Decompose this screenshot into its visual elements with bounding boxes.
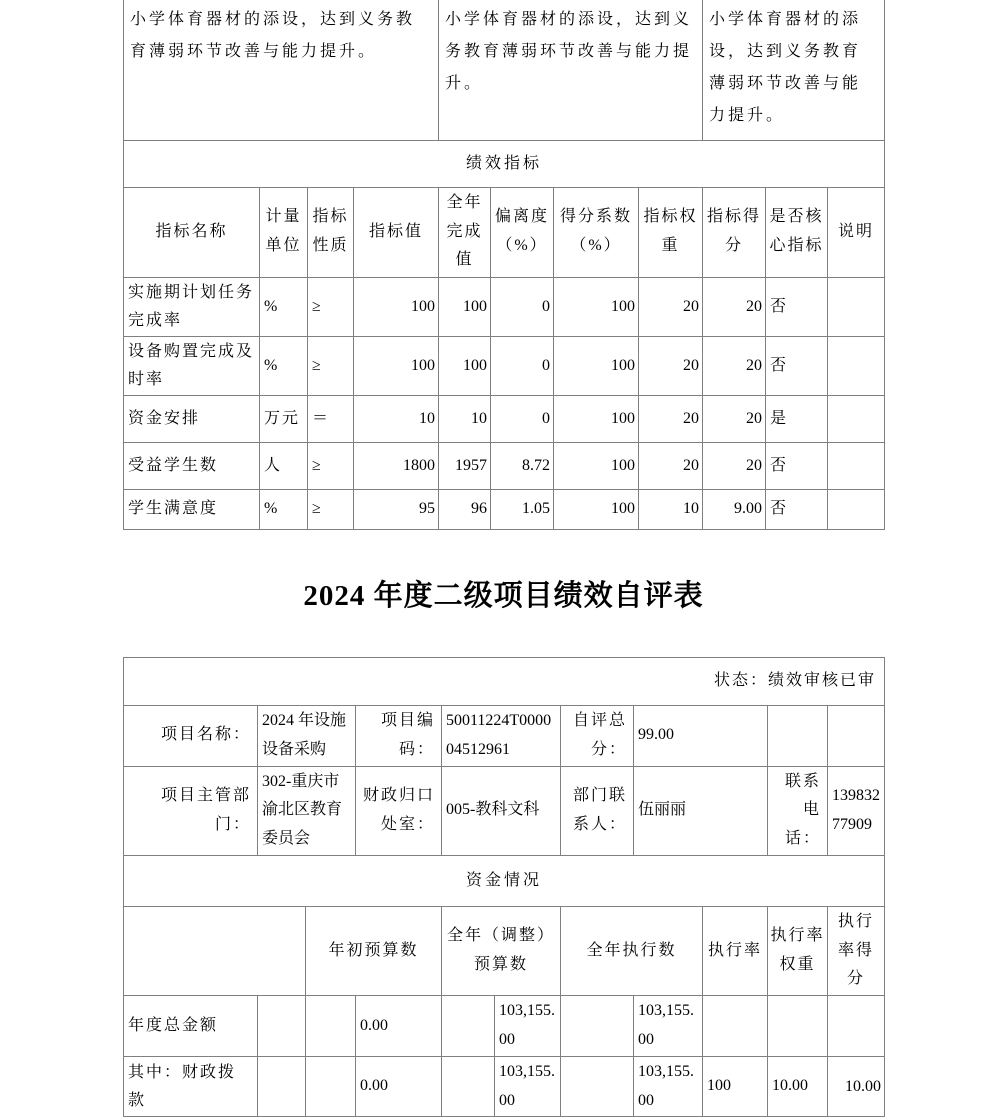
indicator-cell: % <box>260 336 308 395</box>
indicator-cell: 10 <box>439 395 491 442</box>
self-score-label: 自评总分： <box>561 705 634 766</box>
indicator-header-cell: 指标得分 <box>703 187 766 277</box>
indicator-name-cell: 受益学生数 <box>124 442 260 489</box>
indicator-cell: ≥ <box>308 489 354 529</box>
self-evaluation-table <box>123 657 885 1117</box>
indicator-cell: 96 <box>439 489 491 529</box>
indicator-cell <box>828 336 885 395</box>
dept-label: 项目主管部门： <box>124 766 258 855</box>
indicator-cell: 0 <box>491 336 554 395</box>
contact-label: 部门联系人： <box>561 766 634 855</box>
funding-cell: 100 <box>703 1056 768 1117</box>
self-score-value: 99.00 <box>634 705 768 766</box>
indicator-cell: 0 <box>491 395 554 442</box>
project-code-label: 项目编码： <box>356 705 442 766</box>
indicator-name-cell: 学生满意度 <box>124 489 260 529</box>
funding-cell <box>561 996 634 1057</box>
phone-label: 联系电话： <box>768 766 828 855</box>
indicator-cell: 100 <box>554 277 639 336</box>
funding-cell: 103,155.00 <box>634 996 703 1057</box>
funding-section-title: 资金情况 <box>124 855 885 906</box>
funding-cell <box>442 996 495 1057</box>
indicator-cell: ≥ <box>308 442 354 489</box>
indicator-cell: ≥ <box>308 277 354 336</box>
indicator-header-cell: 得分系数（%） <box>554 187 639 277</box>
indicator-cell: ＝ <box>308 395 354 442</box>
funding-header-cell: 年初预算数 <box>306 906 442 995</box>
indicator-cell: 20 <box>703 336 766 395</box>
indicator-header-cell: 全年完成值 <box>439 187 491 277</box>
indicator-cell: 100 <box>554 395 639 442</box>
indicator-cell: 100 <box>439 277 491 336</box>
empty-cell <box>828 705 885 766</box>
funding-header-cell: 全年（调整）预算数 <box>442 906 561 995</box>
indicator-header-cell: 指标权重 <box>639 187 703 277</box>
project-code-value: 50011224T000004512961 <box>442 705 561 766</box>
empty-cell <box>768 705 828 766</box>
indicator-name-cell: 资金安排 <box>124 395 260 442</box>
indicator-cell: 20 <box>703 277 766 336</box>
indicator-cell: 是 <box>766 395 828 442</box>
indicator-cell: 100 <box>439 336 491 395</box>
funding-header-cell: 全年执行数 <box>561 906 703 995</box>
document-page <box>123 0 884 1117</box>
indicator-cell <box>828 442 885 489</box>
indicator-cell: 100 <box>354 277 439 336</box>
funding-cell <box>258 996 306 1057</box>
funding-cell: 10.00 <box>768 1056 828 1117</box>
indicator-cell: 100 <box>354 336 439 395</box>
indicator-cell: 否 <box>766 336 828 395</box>
indicator-cell <box>828 489 885 529</box>
funding-cell <box>306 1056 356 1117</box>
report-title: 2024 年度二级项目绩效自评表 <box>303 573 703 614</box>
indicator-header-cell: 指标性质 <box>308 187 354 277</box>
funding-cell <box>442 1056 495 1117</box>
performance-indicator-section-title: 绩效指标 <box>124 140 885 187</box>
title-block <box>123 530 884 657</box>
indicator-cell: 20 <box>639 395 703 442</box>
empty-header-cell <box>124 906 306 995</box>
indicator-cell: 0 <box>491 277 554 336</box>
indicator-cell: 1800 <box>354 442 439 489</box>
indicator-name-cell: 设备购置完成及时率 <box>124 336 260 395</box>
indicator-cell: % <box>260 489 308 529</box>
performance-indicator-table <box>123 0 885 530</box>
indicator-cell <box>828 395 885 442</box>
indicator-cell: 9.00 <box>703 489 766 529</box>
funding-cell: 103,155.00 <box>495 1056 561 1117</box>
indicator-name-cell: 实施期计划任务完成率 <box>124 277 260 336</box>
contact-value: 伍丽丽 <box>634 766 768 855</box>
indicator-cell: 8.72 <box>491 442 554 489</box>
project-name-value: 2024 年设施设备采购 <box>258 705 356 766</box>
indicator-cell: 100 <box>554 336 639 395</box>
indicator-cell: 否 <box>766 442 828 489</box>
fiscal-office-label: 财政归口处室： <box>356 766 442 855</box>
project-name-label: 项目名称： <box>124 705 258 766</box>
indicator-header-cell: 是否核心指标 <box>766 187 828 277</box>
indicator-cell: 20 <box>639 277 703 336</box>
indicator-cell: 否 <box>766 489 828 529</box>
phone-value: 13983277909 <box>828 766 885 855</box>
indicator-cell: 100 <box>554 489 639 529</box>
project-goal-text: 小学体育器材的添设，达到义务教育薄弱环节改善与能力提升。 <box>439 0 703 140</box>
funding-cell <box>768 996 828 1057</box>
indicator-cell: 万元 <box>260 395 308 442</box>
funding-row-label: 年度总金额 <box>124 996 258 1057</box>
funding-row-label: 其中：财政拨款 <box>124 1056 258 1117</box>
indicator-header-cell: 计量单位 <box>260 187 308 277</box>
indicator-cell: 100 <box>554 442 639 489</box>
indicator-cell <box>828 277 885 336</box>
funding-cell: 0.00 <box>356 1056 442 1117</box>
funding-cell <box>258 1056 306 1117</box>
indicator-cell: 否 <box>766 277 828 336</box>
indicator-cell: 人 <box>260 442 308 489</box>
funding-cell <box>561 1056 634 1117</box>
indicator-cell: % <box>260 277 308 336</box>
indicator-cell: 10 <box>354 395 439 442</box>
indicator-cell: 1.05 <box>491 489 554 529</box>
funding-cell: 10.00 <box>828 1056 885 1117</box>
indicator-header-cell: 偏离度（%） <box>491 187 554 277</box>
indicator-cell: 20 <box>703 395 766 442</box>
indicator-cell: 95 <box>354 489 439 529</box>
indicator-cell: 20 <box>639 336 703 395</box>
funding-cell: 103,155.00 <box>495 996 561 1057</box>
funding-header-cell: 执行率权重 <box>768 906 828 995</box>
funding-header-cell: 执行率 <box>703 906 768 995</box>
project-goal-text: 小学体育器材的添设，达到义务教育薄弱环节改善与能力提升。 <box>703 0 885 140</box>
indicator-cell: 10 <box>639 489 703 529</box>
funding-header-cell: 执行率得分 <box>828 906 885 995</box>
indicator-cell: 1957 <box>439 442 491 489</box>
dept-value: 302-重庆市渝北区教育委员会 <box>258 766 356 855</box>
funding-cell <box>828 996 885 1057</box>
indicator-header-cell: 说明 <box>828 187 885 277</box>
funding-cell <box>306 996 356 1057</box>
funding-cell: 103,155.00 <box>634 1056 703 1117</box>
project-goal-text: 小学体育器材的添设，达到义务教育薄弱环节改善与能力提升。 <box>124 0 439 140</box>
funding-cell: 0.00 <box>356 996 442 1057</box>
indicator-header-cell: 指标值 <box>354 187 439 277</box>
indicator-cell: 20 <box>639 442 703 489</box>
indicator-header-cell: 指标名称 <box>124 187 260 277</box>
status-text: 状态：绩效审核已审 <box>124 657 885 705</box>
indicator-cell: ≥ <box>308 336 354 395</box>
fiscal-office-value: 005-教科文科 <box>442 766 561 855</box>
funding-cell <box>703 996 768 1057</box>
indicator-cell: 20 <box>703 442 766 489</box>
